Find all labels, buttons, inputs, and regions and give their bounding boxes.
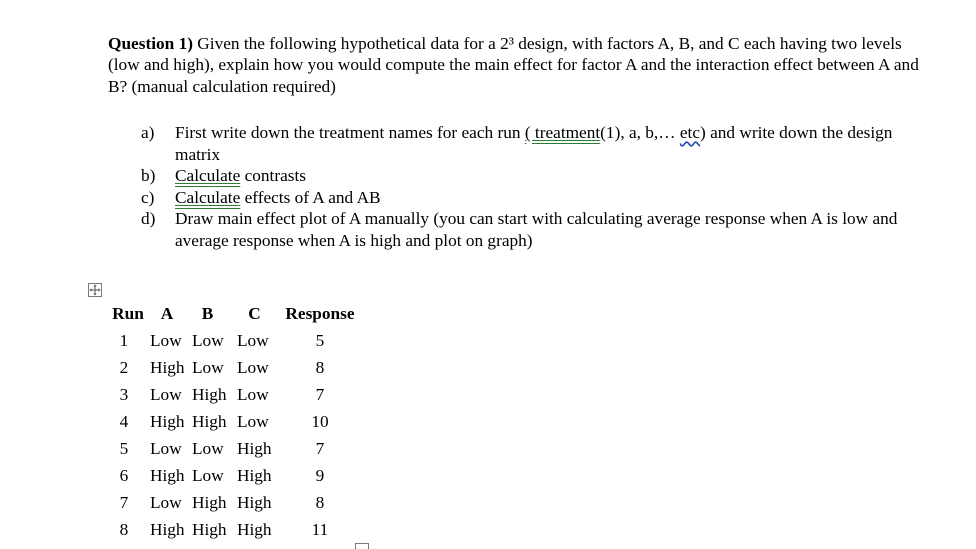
cell-c: High xyxy=(237,520,272,539)
resize-corner-icon[interactable] xyxy=(355,543,369,549)
step-a-text-3: ) and write down the design matrix xyxy=(175,123,893,164)
list-item-text xyxy=(175,187,931,209)
question-paragraph xyxy=(108,33,928,97)
list-item xyxy=(141,187,931,209)
cell-run: 3 xyxy=(119,385,129,404)
cell-b: Low xyxy=(192,439,224,458)
step-b-calculate-grammar: Calculate xyxy=(175,166,241,186)
table-row xyxy=(108,489,360,516)
list-marker: a) xyxy=(141,123,155,142)
cell-c: Low xyxy=(237,412,269,431)
cell-response: 7 xyxy=(315,385,325,404)
table-row xyxy=(108,354,360,381)
cell-a: Low xyxy=(150,385,182,404)
move-arrows-icon[interactable] xyxy=(88,283,102,297)
header-response: Response xyxy=(285,304,355,323)
table-row xyxy=(108,327,360,354)
header-c: C xyxy=(248,304,261,323)
cell-c: Low xyxy=(237,358,269,377)
cell-b: High xyxy=(192,412,227,431)
step-b-text: contrasts xyxy=(240,166,307,186)
cell-run: 6 xyxy=(119,466,129,485)
table-row xyxy=(108,381,360,408)
steps-list xyxy=(141,122,931,252)
step-a-text-1: First write down the treatment names for each run xyxy=(175,123,525,142)
header-a: A xyxy=(160,304,174,323)
cell-response: 7 xyxy=(315,439,325,458)
cell-b: High xyxy=(192,520,227,539)
question-label: Question 1) xyxy=(108,34,193,53)
cell-a: High xyxy=(150,466,185,485)
list-item-text: Draw main effect plot of A manually (you can start with calculating average response when A is low and average response when A is high and plot on graph) xyxy=(175,209,898,250)
cell-response: 11 xyxy=(311,520,329,539)
cell-c: High xyxy=(237,493,272,512)
cell-a: Low xyxy=(150,331,182,350)
list-item-text xyxy=(175,165,931,187)
list-marker: c) xyxy=(141,187,155,207)
table-row xyxy=(108,516,360,543)
cell-c: Low xyxy=(237,385,269,404)
table-header-row xyxy=(108,300,360,327)
table-row xyxy=(108,408,360,435)
list-item xyxy=(141,122,931,165)
cell-b: Low xyxy=(192,358,224,377)
step-a-treatment-grammar: ( treatment xyxy=(524,123,601,142)
list-item xyxy=(141,165,931,187)
cell-c: Low xyxy=(237,331,269,350)
cell-b: Low xyxy=(192,466,224,485)
cell-response: 9 xyxy=(315,466,325,485)
header-b: B xyxy=(201,304,214,323)
cell-a: High xyxy=(150,520,185,539)
list-marker: d) xyxy=(141,209,156,229)
cell-response: 5 xyxy=(315,331,325,350)
cell-response: 8 xyxy=(315,358,325,377)
cell-run: 4 xyxy=(119,412,129,431)
list-item-text xyxy=(175,122,931,165)
cell-run: 7 xyxy=(119,493,129,512)
cell-c: High xyxy=(237,466,272,485)
question-text: Given the following hypothetical data for a 2³ design, with factors A, B, and C each having two levels (low and high), explain how you would compute the main effect for factor A and the interaction effect between A and B? (manual calculation required) xyxy=(108,34,919,96)
step-c-text: effects of A and AB xyxy=(240,187,381,207)
data-table xyxy=(108,300,360,543)
cell-b: Low xyxy=(192,331,224,350)
step-a-text-2: (1), a, b,… xyxy=(600,123,680,142)
step-a-etc-spelling: etc xyxy=(679,123,700,142)
cell-response: 10 xyxy=(311,412,329,431)
cell-run: 1 xyxy=(119,331,129,350)
cell-run: 5 xyxy=(119,439,129,458)
cell-run: 2 xyxy=(119,358,129,377)
step-c-calculate-grammar: Calculate xyxy=(175,187,241,207)
cell-b: High xyxy=(192,493,227,512)
cell-c: High xyxy=(237,439,272,458)
cell-a: Low xyxy=(150,493,182,512)
list-item xyxy=(141,208,931,251)
header-run: Run xyxy=(112,304,144,323)
cell-a: High xyxy=(150,412,185,431)
cell-a: High xyxy=(150,358,185,377)
cell-response: 8 xyxy=(315,493,325,512)
cell-b: High xyxy=(192,385,227,404)
list-marker: b) xyxy=(141,166,156,186)
data-table-wrapper xyxy=(108,300,360,543)
table-row xyxy=(108,435,360,462)
cell-a: Low xyxy=(150,439,182,458)
cell-run: 8 xyxy=(119,520,129,539)
table-row xyxy=(108,462,360,489)
